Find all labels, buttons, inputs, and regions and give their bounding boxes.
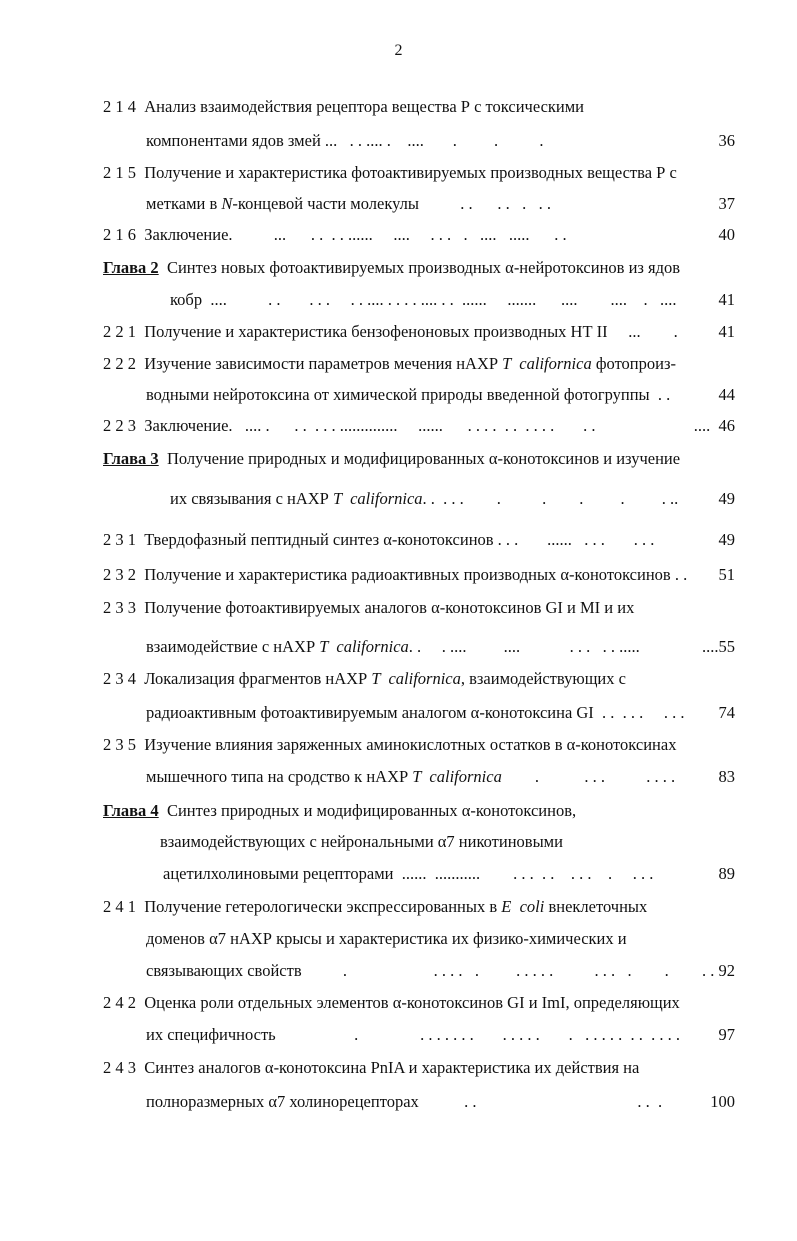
chapter-4-line3: ацетилхолиновыми рецепторами ...... ........... . . . . . . . . . . . . — [163, 864, 654, 883]
toc-entry-223-page: .... 46 — [693, 416, 735, 435]
toc-entry-235-line1: 2 3 5 Изучение влияния заряженных аминокислотных остатков в α-конотоксинах — [103, 735, 677, 754]
toc-entry-214-line2: компонентами ядов змей ... . . .... . .... . . . — [146, 131, 544, 150]
toc-entry-243-line2: полноразмерных α7 холинорецепторах . . . . . — [146, 1092, 663, 1111]
toc-entry-234-line2: радиоактивным фотоактивируемым аналогом α-конотоксина GI . . . . . . . . — [146, 703, 685, 722]
chapter-2-heading: Глава 2 Синтез новых фотоактивируемых производных α-нейротоксинов из ядов — [103, 258, 681, 277]
chapter-4-heading: Глава 4 Синтез природных и модифицированных α-конотоксинов, — [103, 801, 577, 820]
toc-entry-241-page: . . 92 — [702, 961, 735, 980]
page-number: 2 — [394, 42, 403, 59]
toc-entry-233-page: ....55 — [702, 637, 735, 656]
toc-entry-215-line2: метками в N-концевой части молекулы . . . . . . . — [146, 194, 551, 213]
toc-entry-215-line1: 2 1 5 Получение и характеристика фотоактивируемых производных вещества Р с — [103, 163, 677, 182]
toc-entry-223: 2 2 3 Заключение. .... . . . . . . .............. ...... . . . . . . . . . . . . — [103, 416, 596, 435]
toc-entry-232: 2 3 2 Получение и характеристика радиоактивных производных α-конотоксинов . . — [103, 565, 688, 584]
toc-entry-243-line1: 2 4 3 Синтез аналогов α-конотоксина PnIA и характеристика их действия на — [103, 1058, 640, 1077]
chapter-3-line2: их связывания с нАХР T californica. . . . . . . . . . .. — [170, 489, 679, 508]
toc-entry-231: 2 3 1 Твердофазный пептидный синтез α-конотоксинов . . . ...... . . . . . . — [103, 530, 655, 549]
toc-entry-221-page: 41 — [718, 322, 735, 341]
toc-entry-233-line2: взаимодействие с нАХР T californica. . . .... .... . . . . . ..... — [146, 637, 640, 656]
toc-entry-241-line3: связывающих свойств . . . . . . . . . . . . . . . . — [146, 961, 669, 980]
toc-entry-241-line2: доменов α7 нАХР крысы и характеристика их физико-химических и — [146, 929, 627, 948]
toc-entry-216-page: 40 — [718, 225, 735, 244]
toc-entry-215-page: 37 — [718, 194, 735, 213]
chapter-3-label: Глава 3 — [103, 449, 159, 468]
toc-entry-234-line1: 2 3 4 Локализация фрагментов нАХР T californica, взаимодействующих с — [103, 669, 626, 688]
toc-entry-222-line2: водными нейротоксина от химической природы введенной фотогруппы . . — [146, 385, 671, 404]
chapter-4-line2: взаимодействующих с нейрональными α7 никотиновыми — [160, 832, 563, 851]
chapter-4-label: Глава 4 — [103, 801, 159, 820]
toc-entry-222-line1: 2 2 2 Изучение зависимости параметров мечения нАХР T californica фотопроиз- — [103, 354, 676, 373]
chapter-3-heading: Глава 3 Получение природных и модифицированных α-конотоксинов и изучение — [103, 449, 681, 468]
toc-entry-242-page: 97 — [718, 1025, 735, 1044]
toc-entry-243-page: 100 — [710, 1092, 735, 1111]
toc-entry-241-line1: 2 4 1 Получение гетерологически экспрессированных в E coli внеклеточных — [103, 897, 648, 916]
toc-entry-232-page: 51 — [718, 565, 735, 584]
toc-entry-214-line1: 2 1 4 Анализ взаимодействия рецептора вещества Р с токсическими — [103, 97, 585, 116]
chapter-3-page: 49 — [718, 489, 735, 508]
toc-entry-233-line1: 2 3 3 Получение фотоактивируемых аналогов α-конотоксинов GI и MI и их — [103, 598, 635, 617]
chapter-2-line2: кобр .... . . . . . . . .... . . . . .... . . ...... ....... .... .... . .... — [170, 290, 677, 309]
chapter-4-page: 89 — [718, 864, 735, 883]
toc-entry-242-line1: 2 4 2 Оценка роли отдельных элементов α-конотоксинов GI и ImI, определяющих — [103, 993, 680, 1012]
toc-entry-216: 2 1 6 Заключение. ... . . . . ...... .... . . . . .... ..... . . — [103, 225, 567, 244]
chapter-2-label: Глава 2 — [103, 258, 159, 277]
toc-entry-235-page: 83 — [718, 767, 735, 786]
toc-entry-242-line2: их специфичность . . . . . . . . . . . . . . . . . . . . . . . . . — [146, 1025, 680, 1044]
toc-entry-235-line2: мышечного типа на сродство к нАХР T californica . . . . . . . . — [146, 767, 676, 786]
toc-entry-222-page: 44 — [718, 385, 735, 404]
toc-entry-234-page: 74 — [718, 703, 735, 722]
toc-entry-221: 2 2 1 Получение и характеристика бензофеноновых производных НТ II ... . — [103, 322, 678, 341]
chapter-2-page: 41 — [718, 290, 735, 309]
toc-entry-214-page: 36 — [718, 131, 735, 150]
toc-entry-231-page: 49 — [718, 530, 735, 549]
